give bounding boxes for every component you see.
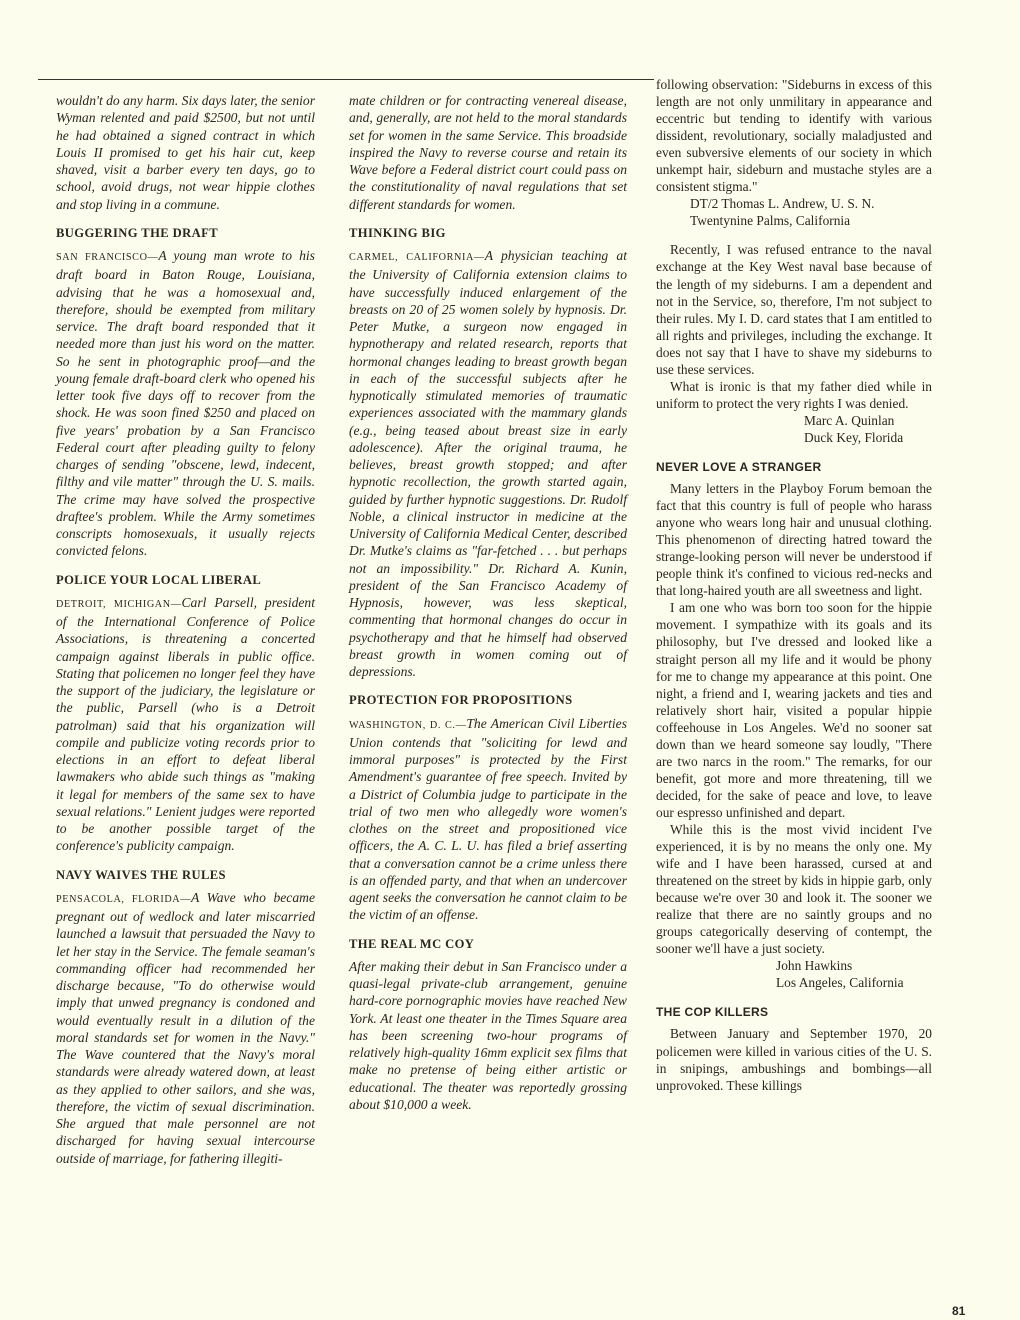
top-rule xyxy=(38,79,654,80)
news-item xyxy=(56,594,315,855)
letter-paragraph: Recently, I was refused entrance to the naval exchange at the Key West naval base because of the length of my sideburns. I am a dependent and not in the Service, so, therefore, I'm not subject to their rules. My I. D. card states that I am entitled to all rights and privileges, including the exchange. It does not say that I have to shave my sideburns to use these services. xyxy=(656,242,932,377)
dateline: WASHINGTON, D. C.— xyxy=(349,719,467,731)
letter-paragraph: What is ironic is that my father died while in uniform to protect the very rights I was denied. xyxy=(656,378,932,411)
news-item-body: A Wave who became pregnant out of wedlock and later miscarried launched a lawsuit that persuaded the Navy to let her stay in the Service. The female seaman's commanding officer had recommended her discharge because, "To do otherwise would imply that unwed pregnancy is condoned and would eventually result in a dilution of the moral standards set for women in the Navy." The Wave countered that the Navy's moral standards were already watered down, at least as they applied to other sailors, and she was, therefore, the victim of sexual discrimination. She argued that male personnel are not discharged for having sexual intercourse outside of marriage, for fathering illegiti- xyxy=(56,889,315,1166)
section-heading-police-your-local-liberal: POLICE YOUR LOCAL LIBERAL xyxy=(56,572,262,587)
news-item xyxy=(56,247,315,560)
continued-letter: following observation: "Sideburns in excess of this length are not only unmilitary in appearance and eccentric but tending to identify with various dissident, revolutionary, socially maladjusted and even subversive elements of our society in which unkempt hair, sideburn and mustache styles are a consistent stigma." xyxy=(656,77,932,195)
letter-signature xyxy=(656,412,932,446)
section-heading-thinking-big: THINKING BIG xyxy=(349,225,446,240)
section-heading-navy-waives-the-rules: NAVY WAIVES THE RULES xyxy=(56,867,226,882)
dateline: SAN FRANCISCO— xyxy=(56,252,159,263)
column-2 xyxy=(349,92,627,1113)
news-item xyxy=(349,247,627,680)
page-number: 81 xyxy=(952,1304,966,1318)
news-item-body: After making their debut in San Francisco under a quasi-legal private-club arrangement, genuine hard-core pornographic movies have reached New York. At least one theater in the Times Square area has been screening two-hour programs of relatively high-quality 16mm explicit sex films that make no pretense of being either artistic or educational. The theater was reportedly grossing about $10,000 a week. xyxy=(349,958,627,1112)
column-1 xyxy=(56,92,315,1167)
column-3 xyxy=(656,76,932,1094)
news-item-body: The American Civil Liberties Union contends that "soliciting for lewd and immoral purposes" is protected by the First Amendment's guarantee of free speech. Invited by a District of Columbia judge to participate in the trial of two men who allegedly wore women's clothes on the street and propositioned vice officers, the A. C. L. U. has filed a brief asserting that a conversation cannot be a crime unless there is an offended party, and that when an undercover agent seeks the conversation he cannot claim to be the victim of an offense. xyxy=(349,715,627,923)
signature-place: Twentynine Palms, California xyxy=(690,213,851,229)
signature-name: Marc A. Quinlan xyxy=(804,412,895,428)
section-heading-the-real-mccoy: THE REAL MC COY xyxy=(349,936,475,951)
signature-place: Los Angeles, California xyxy=(776,975,904,991)
continued-paragraph: mate children or for contracting venereal disease, and, generally, are not held to the moral standards set for women in the same Service. This broadside inspired the Navy to reverse course and retain its Wave before a Federal district court could pass on the constitutionality of naval regulations that set different standards for women. xyxy=(349,93,627,212)
news-item-body: A young man wrote to his draft board in Baton Rouge, Louisiana, advising that he was a homosexual and, therefore, should be exempted from military service. The draft board responded that it needed more than just his word on the matter. So he sent in photographic proof—and the young female draft-board clerk who opened his letter took five days off to recover from the shock. He was soon fined $250 and placed on five years' probation by a San Francisco Federal court after pleading guilty to felony charges of sending "obscene, lewd, indecent, filthy and vile matter" through the U. S. mails. The crime may have solved the prospective draftee's problem. While the Army sometimes conscripts homosexuals, it usually rejects convicted felons. xyxy=(56,248,315,559)
letter-signature xyxy=(656,957,932,991)
news-item-body: A physician teaching at the University of California extension claims to have successfully induced enlargement of the breasts on 20 of 25 women solely by hypnosis. Dr. Peter Mutke, a surgeon now engaged in hypnotherapy and related research, reports that hormonal changes leading to breast growth began in each of the successful subjects after he hypnotically stimulated memories of traumatic experiences associated with the mammary glands (e.g., being teased about breast size in early adolescence). After the original trauma, he believes, breast growth stopped; and after hypnotic recollection, the growth started again, guided by further hypnotic suggestions. Dr. Rudolf Noble, a clinical instructor in medicine at the University of California Medical Center, described Dr. Mutke's claims as "far-fetched . . . but perhaps not an impossibility." Dr. Richard A. Kunin, president of the San Francisco Academy of Hypnosis, however, was less skeptical, commenting that hormonal changes do occur in psychotherapy and that he himself had observed breast growth in women coming out of depressions. xyxy=(349,248,627,679)
dateline: DETROIT, MICHIGAN— xyxy=(56,598,182,610)
letter-paragraph: Many letters in the Playboy Forum bemoan the fact that this country is full of people who harass anyone who wears long hair and unusual clothing. This phenomenon of directing hatred toward the strange-looking person will never be understood if people think it's confined to vicious red-necks and that long-haired youth are all sweetness and light. xyxy=(656,481,932,599)
dateline: CARMEL, CALIFORNIA— xyxy=(349,252,485,263)
continued-paragraph: wouldn't do any harm. Six days later, the senior Wyman relented and paid $2500, but not until he had obtained a signed contract in which Louis II promised to get his hair cut, keep shaved, visit a barber every ten days, go to school, avoid drugs, not wear hippie clothes and stop living in a commune. xyxy=(56,93,315,212)
news-item-body: Carl Parsell, president of the International Conference of Police Associations, is threatening a concerted campaign against liberals in public office. Stating that policemen no longer feel they have the support of the judiciary, the legislature or the public, Parsell (who is a Detroit patrolman) said that his organization will compile and publicize voting records prior to elections in an effort to defeat liberal lawmakers who abide such things as "making it legal for members of the same sex to have sexual relations." Lenient judges were reported to be another possible target of the conference's publicity campaign. xyxy=(56,594,315,854)
section-heading-never-love-a-stranger: NEVER LOVE A STRANGER xyxy=(656,459,822,474)
section-heading-protection-for-propositions: PROTECTION FOR PROPOSITIONS xyxy=(349,693,573,708)
letter-paragraph: While this is the most vivid incident I've experienced, it is by no means the only one. My wife and I have been harassed, cursed at and threatened on the street by kids in hippie garb, only because we're over 30 and look it. The sooner we realize that there are no saintly groups and no groups categorically deserving of contempt, the sooner we'll have a just society. xyxy=(656,821,932,957)
signature-name: DT/2 Thomas L. Andrew, U. S. N. xyxy=(690,196,875,212)
letter-signature xyxy=(656,195,932,229)
signature-name: John Hawkins xyxy=(776,958,853,974)
signature-place: Duck Key, Florida xyxy=(804,429,904,445)
section-heading-buggering-the-draft: BUGGERING THE DRAFT xyxy=(56,225,219,240)
section-heading-the-cop-killers: THE COP KILLERS xyxy=(656,1005,769,1020)
letter-paragraph: I am one who was born too soon for the hippie movement. I sympathize with its goals and its philosophy, but I've dressed and looked like a straight person all my life and it would be phony for me to change my appearance at this point. One night, a friend and I, wearing jackets and ties and relatively short hair, visited a popular hippie coffeehouse in Los Angeles. We'd no sooner sat down than we heard someone say loudly, "There are two narcs in the room." The remarks, for our benefit, got more and more threatening, till we decided, for the sake of peace and love, to leave our espresso unfinished and depart. xyxy=(656,600,932,820)
letter-paragraph: Between January and September 1970, 20 policemen were killed in various cities of the U. S. in snipings, ambushings and bombings—all unprovoked. These killings xyxy=(656,1026,932,1093)
news-item xyxy=(56,889,315,1167)
dateline: PENSACOLA, FLORIDA— xyxy=(56,893,192,905)
news-item xyxy=(349,715,627,924)
